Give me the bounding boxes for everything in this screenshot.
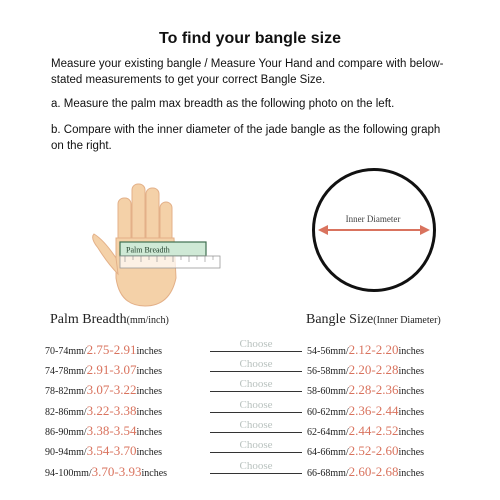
bangle-inch: 2.28-2.36 [348,382,399,397]
bangle-inch: 2.12-2.20 [348,342,399,357]
choose-button[interactable]: Choose [210,378,302,392]
bangle-inch: 2.60-2.68 [348,464,399,479]
table-row [0,358,500,378]
step-a-paragraph: a. Measure the palm max breadth as the following photo on the left. [51,98,395,110]
palm-mm: 78-82mm/ [45,386,87,397]
table-row [0,378,500,398]
hand-illustration [90,178,230,308]
palm-inch: 2.75-2.91 [86,342,137,357]
bangle-size-header-text: Bangle Size [306,312,374,327]
bangle-size-cell [307,342,424,358]
bangle-inch: 2.52-2.60 [348,443,399,458]
bangle-mm: 66-68mm/ [307,468,349,479]
palm-mm: 82-86mm/ [45,407,87,418]
bangle-mm: 56-58mm/ [307,366,349,377]
bangle-size-cell [307,423,424,439]
hand-label: Palm Breadth [126,245,170,255]
bangle-inch-unit: inches [398,427,425,438]
bangle-inch-unit: inches [398,468,425,479]
palm-inch: 3.54-3.70 [86,443,137,458]
bangle-size-cell [307,362,424,378]
palm-mm: 74-78mm/ [45,366,87,377]
palm-mm: 94-100mm/ [45,468,92,479]
table-row [0,338,500,358]
palm-inch-unit: inches [136,447,163,458]
palm-inch: 3.22-3.38 [86,403,137,418]
choose-button[interactable]: Choose [210,439,302,453]
palm-mm: 90-94mm/ [45,447,87,458]
table-row [0,460,500,480]
bangle-mm: 58-60mm/ [307,386,349,397]
palm-breadth-cell [45,464,167,480]
step-b-paragraph: b. Compare with the inner diameter of the jade bangle as the following graph on the right. [51,124,441,152]
palm-mm: 70-74mm/ [45,346,87,357]
choose-button[interactable]: Choose [210,419,302,433]
bangle-inch: 2.36-2.44 [348,403,399,418]
palm-breadth-cell [45,362,162,378]
palm-inch-unit: inches [136,366,163,377]
palm-breadth-header-unit: (mm/inch) [126,315,169,326]
bangle-size-cell [307,443,424,459]
bangle-inch-unit: inches [398,386,425,397]
intro-paragraph: Measure your existing bangle / Measure Your Hand and compare with below-stated measurements to get your correct Bangle Size. [51,58,444,86]
palm-breadth-cell [45,342,162,358]
palm-inch-unit: inches [136,427,163,438]
bangle-mm: 54-56mm/ [307,346,349,357]
bangle-inch-unit: inches [398,407,425,418]
diameter-arrow-icon [318,224,430,236]
palm-breadth-cell [45,382,162,398]
palm-breadth-cell [45,423,162,439]
palm-inch: 3.07-3.22 [86,382,137,397]
bangle-mm: 60-62mm/ [307,407,349,418]
palm-breadth-header [50,312,169,328]
inner-diameter-label: Inner Diameter [345,214,401,224]
choose-button[interactable]: Choose [210,338,302,352]
bangle-size-cell [307,382,424,398]
table-row [0,419,500,439]
palm-breadth-cell [45,443,162,459]
bangle-size-header-unit: (Inner Diameter) [373,315,441,326]
palm-mm: 86-90mm/ [45,427,87,438]
palm-inch: 3.70-3.93 [91,464,142,479]
palm-inch-unit: inches [136,386,163,397]
palm-inch: 3.38-3.54 [86,423,137,438]
palm-inch: 2.91-3.07 [86,362,137,377]
palm-inch-unit: inches [136,407,163,418]
bangle-inch-unit: inches [398,447,425,458]
bangle-inch: 2.20-2.28 [348,362,399,377]
bangle-inch-unit: inches [398,366,425,377]
bangle-size-cell [307,464,424,480]
palm-inch-unit: inches [141,468,168,479]
page-title: To find your bangle size [159,30,341,47]
palm-breadth-cell [45,403,162,419]
bangle-mm: 64-66mm/ [307,447,349,458]
palm-breadth-header-text: Palm Breadth [50,312,127,327]
table-row [0,439,500,459]
bangle-inch-unit: inches [398,346,425,357]
choose-button[interactable]: Choose [210,460,302,474]
bangle-size-header [306,312,441,328]
palm-inch-unit: inches [136,346,163,357]
bangle-size-cell [307,403,424,419]
choose-button[interactable]: Choose [210,399,302,413]
choose-button[interactable]: Choose [210,358,302,372]
table-row [0,399,500,419]
bangle-inch: 2.44-2.52 [348,423,399,438]
bangle-mm: 62-64mm/ [307,427,349,438]
